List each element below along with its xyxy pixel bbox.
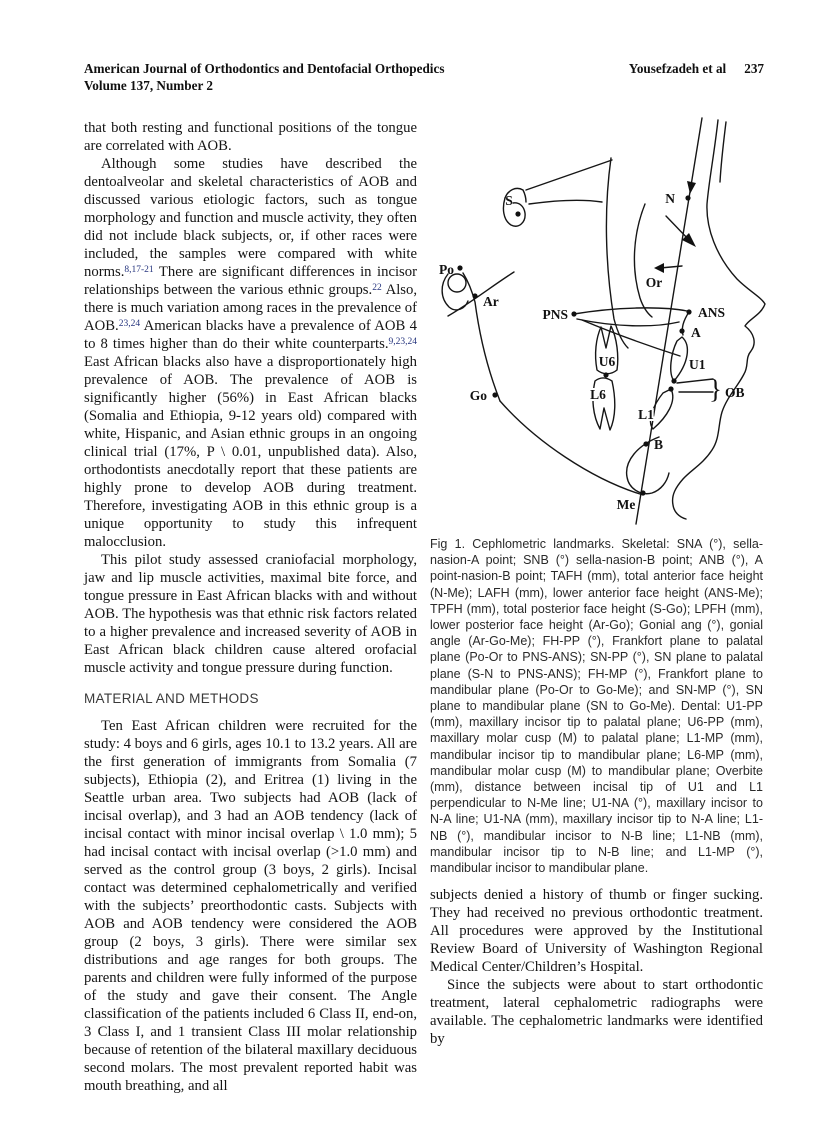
reference-superscript: 22 — [372, 282, 382, 293]
landmark-dot-gonion — [492, 392, 497, 397]
landmark-dot-ans — [686, 309, 691, 314]
maxilla-and-palatal-plane — [574, 308, 689, 356]
zygomatic-and-orbital-outlines — [606, 158, 682, 348]
landmark-dot-b-point — [643, 441, 648, 446]
running-authors: Yousefzadeh et al — [628, 61, 727, 76]
landmark-dot-molar-contact — [603, 372, 608, 377]
reference-superscript: 23,24 — [118, 318, 141, 329]
landmark-dot-pns — [571, 311, 576, 316]
body-paragraph: that both resting and functional positions of the tongue are correlated with AOB. — [84, 120, 417, 154]
figure-label-u6: U6 — [598, 354, 616, 369]
figure-label-me: Me — [616, 497, 636, 512]
cranial-base-and-sella — [503, 160, 612, 226]
figure-label-go: Go — [469, 388, 487, 403]
landmark-dot-nasion — [685, 195, 690, 200]
cephalometric-tracing-figure — [430, 116, 816, 530]
figure-label-ob: OB — [725, 385, 745, 400]
figure-label-n: N — [665, 191, 675, 206]
landmark-dot-u1-tip — [671, 378, 676, 383]
body-paragraph: Ten East African children were recruited for the study: 4 boys and 6 girls, ages 10.1 to 13.2 years. All are the first generation of immigrants from Somalia (7 subjects), Ethiopia (2), and Eritrea (1) living in the Seattle urban area. Two subjects had AOB (lack of incisal overlap), and 3 had an AOB tendency (lack of incisal contact with minor incisal overlap \ 1.0 mm); 5 had incisal contact with incisal overlap (>1.0 mm) and served as the control group (3 boys, 2 girls). Incisal contact was determined cephalometrically and verified with the subjects’ preorthodontic casts. Subjects with AOB and AOB tendency were considered the AOB group (2 boys, 3 girls). There were similar sex distributions and age ranges for both groups. The parents and children were fully informed of the purpose of the study and gave their consent. The Angle classification of the patients included 6 Class II, end-on, 3 Class I, and 1 transient Class III molar relationship because of retention of the bilateral maxillary deciduous second molars. The most prevalent reported habit was mouth breathing, and all — [84, 718, 417, 1094]
figure-label-ans: ANS — [698, 305, 726, 320]
ear-and-porion-region — [442, 272, 514, 316]
body-paragraph: Although some studies have described the dentoalveolar and skeletal characteristics of AOB and discussed various etiologic factors, such as tongue morphology and function and muscle activity, they often did not include black subjects, or, if other races were included, the samples were compared with white norms.$^{8,17-21}$ There are significant differences in incisor relationships between the various ethnic groups.$^{22}$ Also, there is much variation among races in the prevalence of AOB.$^{23,24}$ American blacks have a prevalence of AOB 4 to 8 times higher than do their white counterparts.$^{9,23,24}$ East African blacks also have a disproportionately high prevalence of AOB. The prevalence of AOB is significantly higher (56%) in East African blacks (Somalia and Ethiopia, 9-12 years old) compared with white, Hispanic, and Asian ethnic groups in an ongoing clinical trial (17%, P \ 0.01, unpublished data). Also, orthodontists anecdotally report that these patients are highly prone to develop AOB during treatment. Therefore, investigating AOB in this ethnic group is a unique opportunity to study this infrequent malocclusion. — [84, 156, 418, 550]
figure-label-a: A — [691, 325, 701, 340]
line-arrowhead — [687, 181, 696, 194]
figure-label-pns: PNS — [542, 307, 568, 322]
journal-title: American Journal of Orthodontics and Dentofacial Orthopedics — [84, 61, 445, 76]
figure-label-b: B — [654, 437, 664, 452]
landmark-dot-articulare — [472, 293, 477, 298]
overbite-bracket: } — [709, 374, 722, 404]
running-header-right — [430, 60, 764, 77]
section-heading-material-and-methods: MATERIAL AND METHODS — [84, 691, 259, 706]
figure-caption: Fig 1. Cephlometric landmarks. Skeletal: SNA (°), sella-nasion-A point; SNB (°) sella-nasion-B point; ANB (°), A point-nasion-B point; TAFH (mm), total anterior face height (N-Me); LAFH (mm), lower anterior face height (ANS-Me); TPFH (mm), total posterior face height (S-Go); LPFH (mm), lower posterior face height (Ar-Go); Gonial ang (°), gonial angle (Ar-Go-Me); FH-PP (°), Frankfort plane to palatal plane (Po-Or to PNS-ANS); SN-PP (°), SN plane to palatal plane (S-N to PNS-ANS); FH-MP (°), Frankfort plane to mandibular plane (Po-Or to Go-Me); and SN-MP (°), SN plane to mandibular plane (SN to Go-Me). Dental: U1-PP (mm), maxillary incisor tip to palatal plane; U6-PP (mm), maxillary molar cusp (M) to palatal plane; L1-MP (mm), mandibular incisor tip to mandibular plane; L6-MP (mm), mandibular molar cusp (M) to mandibular plane; Overbite (mm), distance between incisal tip of U1 and L1 perpendicular to N-Me line; U1-NA (°), maxillary incisor to N-A line; U1-NA (mm), maxillary incisor tip to N-A line; L1-NB (°), mandibular incisor to N-B line; L1-NB (mm), mandibular incisor tip to N-B line; and L1-MP (°), mandibular incisor to mandibular plane. — [430, 537, 763, 876]
landmark-dot-l1-tip — [668, 386, 673, 391]
body-paragraph: subjects denied a history of thumb or finger sucking. They had received no previous orthodontic treatment. All procedures were approved by the Institutional Review Board of University of Washington Regional Medical Center/Children’s Hospital. — [430, 887, 763, 976]
upper-incisor — [671, 337, 688, 381]
landmark-dot-a-point — [679, 328, 684, 333]
figure-label-s: S — [505, 193, 513, 208]
body-paragraph: This pilot study assessed craniofacial morphology, jaw and lip muscle activities, maximal bite force, and tongue pressure in East African blacks with and without AOB. The hypothesis was that ethnic risk factors related to a higher prevalence and increased severity of AOB in East African black children cause altered orofacial muscle activity and tongue pressure during function. — [84, 552, 417, 676]
n-me-reference-line — [636, 118, 702, 524]
left-column — [84, 119, 417, 1095]
landmark-dot-porion — [457, 265, 462, 270]
figure-label-l1: L1 — [638, 407, 654, 422]
right-column-body — [430, 886, 763, 1048]
molars — [593, 326, 618, 430]
figure-label-u1: U1 — [689, 357, 706, 372]
landmark-dot-sella — [515, 211, 520, 216]
landmark-dot-menton — [640, 490, 645, 495]
figure-label-or: Or — [645, 275, 663, 290]
body-paragraph: Since the subjects were about to start orthodontic treatment, lateral cephalometric radiographs were available. The cephalometric landmarks were identified by — [430, 977, 763, 1048]
orbitale-arrowhead — [654, 263, 664, 273]
journal-volume: Volume 137, Number 2 — [84, 78, 213, 93]
reference-superscript: 8,17-21 — [124, 264, 154, 275]
figure-label-po: Po — [439, 262, 454, 277]
figure-label-l6: L6 — [590, 387, 606, 402]
right-column — [430, 116, 816, 1048]
page-number: 237 — [744, 61, 764, 76]
overbite-markers — [677, 374, 722, 404]
figure-label-ar: Ar — [483, 294, 499, 309]
reference-superscript: 9,23,24 — [388, 336, 417, 347]
